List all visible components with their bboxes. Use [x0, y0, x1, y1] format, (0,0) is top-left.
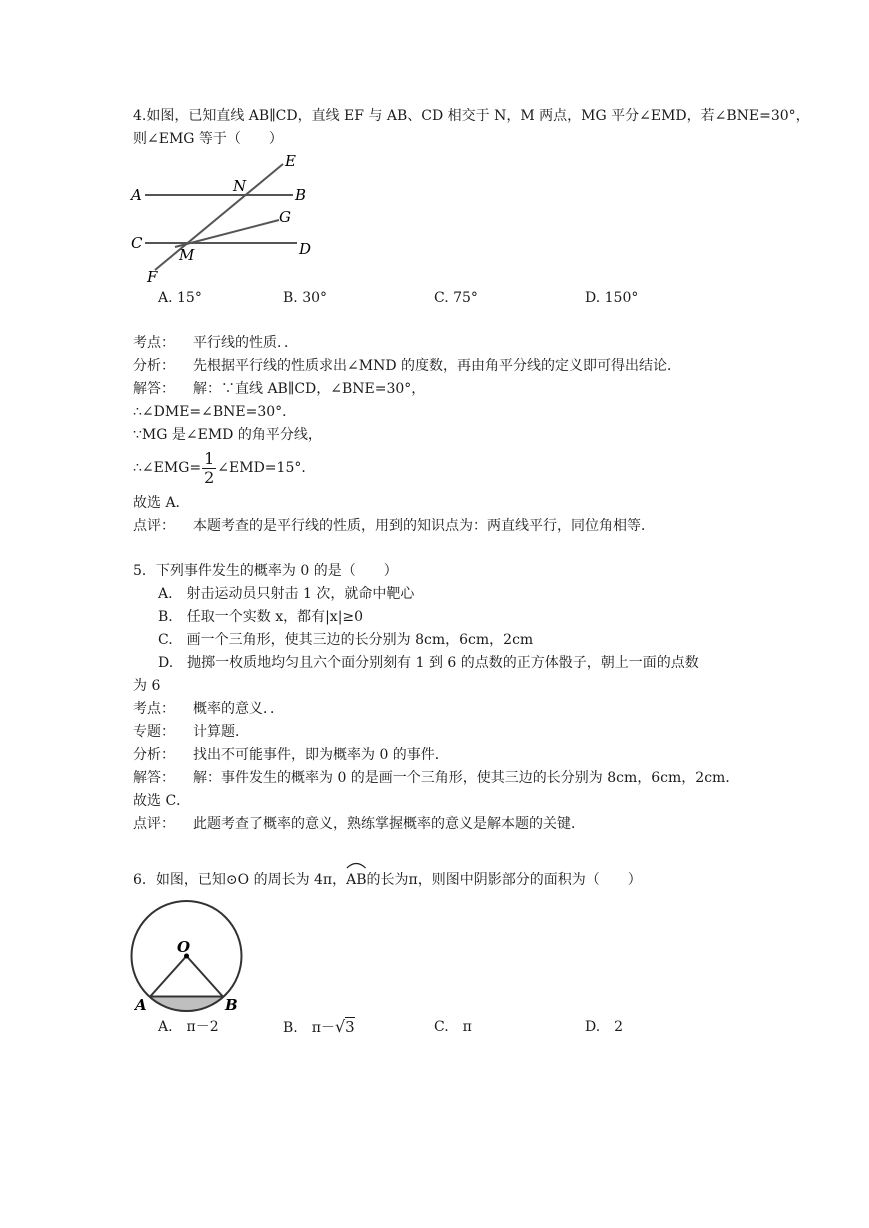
q4-conclusion: 故选 A．	[133, 495, 190, 511]
q5-dianping	[133, 814, 585, 834]
q4-fenxi	[133, 356, 681, 376]
q4-step3	[133, 448, 315, 488]
jieda-text: 解：∵直线 AB∥CD，∠BNE=30°，	[193, 381, 426, 397]
sqrt-radicand: 3	[345, 1018, 355, 1036]
q4-jieda	[133, 379, 425, 399]
zhuanti-label: 专题：	[133, 724, 175, 740]
q5-stem: 5．下列事件发生的概率为 0 的是（ ）	[133, 563, 398, 579]
q6-option-d: D. 2	[585, 1019, 624, 1035]
step3-post: ∠EMD=15°．	[217, 460, 316, 476]
q4-step1: ∴∠DME=∠BNE=30°．	[133, 404, 297, 420]
label-c: C	[131, 234, 143, 252]
q4-figure	[125, 148, 325, 288]
jieda-label: 解答：	[133, 770, 175, 786]
q4-dianping	[133, 516, 655, 536]
arc-ab-label: AB	[346, 872, 367, 888]
q6-figure	[125, 900, 250, 1020]
step3-pre: ∴∠EMG=	[133, 460, 202, 476]
q4-stem-line2: 则∠EMG 等于（ ）	[133, 131, 283, 147]
label-b: B	[295, 186, 307, 204]
q5-jieda	[133, 768, 739, 788]
frac-numerator: 1	[204, 448, 215, 468]
q6-option-a: A. π－2	[158, 1019, 219, 1035]
dianping-text: 本题考查的是平行线的性质，用到的知识点为：两直线平行，同位角相等．	[193, 518, 655, 534]
fenxi-text: 找出不可能事件，即为概率为 0 的事件．	[193, 747, 449, 763]
fenxi-label: 分析：	[133, 358, 175, 374]
q6-option-b	[283, 1017, 355, 1038]
label-a: A	[135, 996, 147, 1014]
label-g: G	[279, 208, 291, 226]
jieda-label: 解答：	[133, 381, 175, 397]
q4-option-a: A. 15°	[158, 290, 202, 306]
q5-option-b: B. 任取一个实数 x，都有|x|≥0	[158, 609, 364, 625]
q5-option-d-cont: 为 6	[133, 678, 161, 694]
kaodian-text: 平行线的性质．．	[193, 335, 298, 351]
q6-stem	[133, 870, 642, 890]
q5-fenxi	[133, 745, 449, 765]
q5-kaodian	[133, 699, 284, 719]
label-m: M	[179, 246, 195, 264]
q6-option-b-text: B. π－	[283, 1020, 335, 1036]
dianping-text: 此题考查了概率的意义，熟练掌握概率的意义是解本题的关键．	[193, 816, 585, 832]
radius-oa	[150, 956, 186, 997]
arc-ab	[346, 870, 366, 890]
q4-stem-line1: 4.如图，已知直线 AB∥CD，直线 EF 与 AB、CD 相交于 N，M 两点，MG 平分∠EMD，若∠BNE=30°，	[133, 108, 810, 124]
dianping-label: 点评：	[133, 816, 175, 832]
q6-stem-pre: 6．如图，已知⊙O 的周长为 4π，	[133, 872, 347, 888]
fenxi-text: 先根据平行线的性质求出∠MND 的度数，再由角平分线的定义即可得出结论．	[193, 358, 681, 374]
label-o: O	[177, 938, 191, 956]
kaodian-label: 考点：	[133, 335, 175, 351]
q4-option-d: D. 150°	[585, 290, 639, 306]
q6-stem-post: 的长为π，则图中阴影部分的面积为（ ）	[366, 872, 642, 888]
label-f: F	[147, 268, 158, 286]
q4-option-c: C. 75°	[434, 290, 478, 306]
label-d: D	[299, 240, 312, 258]
q5-option-d: D. 抛掷一枚质地均匀且六个面分别刻有 1 到 6 的点数的正方体骰子，朝上一面的点数	[158, 655, 699, 671]
arc-mark-icon	[346, 861, 366, 869]
q6-option-c: C. π	[434, 1019, 472, 1035]
fenxi-label: 分析：	[133, 747, 175, 763]
sqrt-symbol: √	[334, 1017, 346, 1036]
label-n: N	[233, 177, 247, 195]
shaded-segment	[150, 997, 223, 1011]
radius-ob	[187, 956, 223, 997]
zhuanti-text: 计算题．	[193, 724, 249, 740]
label-b: B	[225, 996, 238, 1014]
label-a: A	[131, 186, 142, 204]
q5-zhuanti	[133, 722, 249, 742]
dianping-label: 点评：	[133, 518, 175, 534]
jieda-text: 解：事件发生的概率为 0 的是画一个三角形，使其三边的长分别为 8cm，6cm，2cm．	[193, 770, 740, 786]
q4-kaodian	[133, 333, 298, 353]
q5-conclusion: 故选 C．	[133, 793, 191, 809]
fraction-half	[202, 450, 216, 487]
kaodian-text: 概率的意义．．	[193, 701, 284, 717]
q4-option-b: B. 30°	[283, 290, 328, 306]
kaodian-label: 考点：	[133, 701, 175, 717]
q5-option-a: A. 射击运动员只射击 1 次，就命中靶心	[158, 586, 415, 602]
q5-option-c: C. 画一个三角形，使其三边的长分别为 8cm，6cm，2cm	[158, 632, 534, 648]
line-ef	[155, 164, 283, 270]
q4-step2: ∵MG 是∠EMD 的角平分线，	[133, 427, 322, 443]
frac-denominator: 2	[204, 467, 215, 487]
label-e: E	[285, 152, 296, 170]
